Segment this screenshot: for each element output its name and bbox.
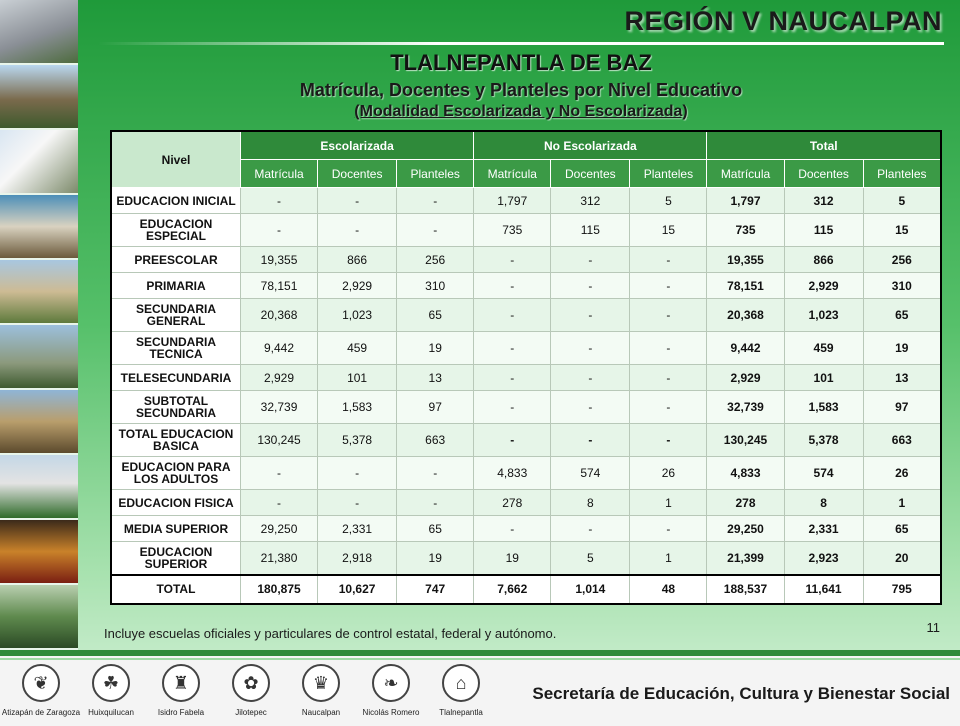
glyph-icon: ⌂ — [442, 664, 480, 702]
cell-value: - — [630, 516, 707, 542]
education-table — [110, 130, 942, 605]
cell-value: 9,442 — [241, 332, 318, 365]
cell-value: 130,245 — [241, 424, 318, 457]
cell-total: 188,537 — [707, 575, 784, 604]
table-row — [111, 247, 941, 273]
cell-value: - — [397, 490, 474, 516]
cell-value: 4,833 — [474, 457, 551, 490]
photo-bridge — [0, 65, 78, 130]
glyph-icon: ✿ — [232, 664, 270, 702]
footnote: Incluye escuelas oficiales y particulares de control estatal, federal y autónomo. — [104, 626, 557, 641]
cell-value: - — [474, 273, 551, 299]
cell-value: - — [474, 365, 551, 391]
row-label: SECUNDARIA TECNICA — [111, 332, 241, 365]
title-divider — [98, 42, 944, 45]
cell-value: - — [551, 365, 630, 391]
cell-total: 65 — [863, 299, 941, 332]
cell-value: - — [630, 365, 707, 391]
glyph-icon: ❧ — [372, 664, 410, 702]
cell-total: 5,378 — [784, 424, 863, 457]
glyph-isidro-fabela — [146, 664, 216, 717]
subheader-docentes: Docentes — [551, 160, 630, 188]
table-row — [111, 273, 941, 299]
cell-total: 735 — [707, 214, 784, 247]
subheader-matricula: Matrícula — [707, 160, 784, 188]
table-row — [111, 391, 941, 424]
table-row — [111, 457, 941, 490]
cell-value: - — [551, 299, 630, 332]
cell-total: 115 — [784, 214, 863, 247]
cell-value: 13 — [397, 365, 474, 391]
glyph-label: Atizapán de Zaragoza — [1, 708, 81, 717]
cell-value: 5 — [630, 188, 707, 214]
cell-total: 26 — [863, 457, 941, 490]
table-row — [111, 424, 941, 457]
cell-value: 2,929 — [318, 273, 397, 299]
photo-interior — [0, 520, 78, 585]
total-row — [111, 575, 941, 604]
cell-value: - — [397, 214, 474, 247]
glyph-label: Tlalnepantla — [439, 708, 483, 717]
cell-value: 1,583 — [318, 391, 397, 424]
cell-total: 13 — [863, 365, 941, 391]
cell-total: 459 — [784, 332, 863, 365]
cell-value: - — [630, 332, 707, 365]
cell-value: 1,023 — [318, 299, 397, 332]
cell-value: - — [397, 188, 474, 214]
row-label: SECUNDARIA GENERAL — [111, 299, 241, 332]
cell-total: 1,797 — [707, 188, 784, 214]
cell-total: 2,929 — [707, 365, 784, 391]
cell-value: 1 — [630, 542, 707, 575]
glyph-label: Naucalpan — [301, 708, 341, 717]
cell-value: - — [474, 332, 551, 365]
cell-value: - — [318, 490, 397, 516]
cell-total: 11,641 — [784, 575, 863, 604]
cell-value: 663 — [397, 424, 474, 457]
cell-value: - — [241, 490, 318, 516]
cell-value: - — [474, 516, 551, 542]
cell-total: 1,014 — [551, 575, 630, 604]
subheader-matricula: Matrícula — [474, 160, 551, 188]
cell-value: 256 — [397, 247, 474, 273]
cell-total: 310 — [863, 273, 941, 299]
cell-total: 747 — [397, 575, 474, 604]
cell-value: - — [630, 273, 707, 299]
row-label: EDUCACION INICIAL — [111, 188, 241, 214]
cell-total: 180,875 — [241, 575, 318, 604]
photo-building — [0, 0, 78, 65]
cell-value: - — [474, 424, 551, 457]
cell-total: 663 — [863, 424, 941, 457]
cell-total: 48 — [630, 575, 707, 604]
cell-total: 866 — [784, 247, 863, 273]
glyph-label: Nicolás Romero — [362, 708, 420, 717]
municipio-title: TLALNEPANTLA DE BAZ — [390, 50, 652, 75]
cell-value: 312 — [551, 188, 630, 214]
glyph-icon: ❦ — [22, 664, 60, 702]
row-label: TOTAL EDUCACION BASICA — [111, 424, 241, 457]
cell-total: 8 — [784, 490, 863, 516]
header-no-escolarizada: No Escolarizada — [474, 131, 707, 160]
cell-value: - — [318, 457, 397, 490]
photo-church — [0, 260, 78, 325]
glyph-atizapan — [1, 664, 81, 717]
glyph-tlalnepantla — [426, 664, 496, 717]
cell-value: - — [241, 457, 318, 490]
page-number: 11 — [926, 620, 940, 635]
row-label: EDUCACION PARA LOS ADULTOS — [111, 457, 241, 490]
cell-value: - — [318, 214, 397, 247]
row-label: TELESECUNDARIA — [111, 365, 241, 391]
cell-total: 5 — [863, 188, 941, 214]
photo-modern-building — [0, 130, 78, 195]
table-row — [111, 365, 941, 391]
photo-landscape — [0, 325, 78, 390]
cell-total: 795 — [863, 575, 941, 604]
cell-total: 97 — [863, 391, 941, 424]
cell-value: 2,929 — [241, 365, 318, 391]
cell-total: 101 — [784, 365, 863, 391]
cell-value: 101 — [318, 365, 397, 391]
cell-value: 20,368 — [241, 299, 318, 332]
cell-value: 78,151 — [241, 273, 318, 299]
cell-value: - — [474, 299, 551, 332]
cell-value: 1,797 — [474, 188, 551, 214]
subheader-planteles: Planteles — [630, 160, 707, 188]
row-label: PRIMARIA — [111, 273, 241, 299]
glyph-naucalpan — [286, 664, 356, 717]
subheader-matricula: Matrícula — [241, 160, 318, 188]
glyph-huixquilucan — [76, 664, 146, 717]
table-subtitle: Matrícula, Docentes y Planteles por Nivel Educativo — [299, 80, 743, 100]
secretaria-label: Secretaría de Educación, Cultura y Bienestar Social — [532, 684, 950, 703]
cell-value: 65 — [397, 299, 474, 332]
table-row — [111, 490, 941, 516]
cell-value: - — [241, 188, 318, 214]
cell-value: - — [630, 424, 707, 457]
cell-value: - — [241, 214, 318, 247]
glyph-label: Huixquilucan — [88, 708, 134, 717]
cell-total: 256 — [863, 247, 941, 273]
glyph-nicolas-romero — [356, 664, 426, 717]
table-row — [111, 332, 941, 365]
cell-value: 29,250 — [241, 516, 318, 542]
header-total: Total — [707, 131, 941, 160]
cell-total: 32,739 — [707, 391, 784, 424]
cell-total: 29,250 — [707, 516, 784, 542]
cell-value: - — [551, 424, 630, 457]
cell-value: 459 — [318, 332, 397, 365]
row-label: PREESCOLAR — [111, 247, 241, 273]
cell-total: 2,923 — [784, 542, 863, 575]
cell-value: - — [551, 332, 630, 365]
glyph-icon: ♜ — [162, 664, 200, 702]
cell-value: 2,331 — [318, 516, 397, 542]
table-row — [111, 214, 941, 247]
cell-value: 21,380 — [241, 542, 318, 575]
cell-value: 15 — [630, 214, 707, 247]
cell-value: - — [551, 273, 630, 299]
row-label-total: TOTAL — [111, 575, 241, 604]
cell-value: - — [551, 516, 630, 542]
cell-total: 278 — [707, 490, 784, 516]
row-label: EDUCACION FISICA — [111, 490, 241, 516]
row-label: SUBTOTAL SECUNDARIA — [111, 391, 241, 424]
region-title: REGIÓN V NAUCALPAN — [624, 6, 942, 36]
footer-divider — [0, 658, 960, 660]
cell-total: 1,023 — [784, 299, 863, 332]
header-escolarizada: Escolarizada — [241, 131, 474, 160]
row-label: EDUCACION ESPECIAL — [111, 214, 241, 247]
glyph-label: Isidro Fabela — [157, 708, 205, 717]
cell-value: 1 — [630, 490, 707, 516]
cell-value: 310 — [397, 273, 474, 299]
cell-value: 5,378 — [318, 424, 397, 457]
subheader-docentes: Docentes — [784, 160, 863, 188]
photo-plaza — [0, 195, 78, 260]
cell-total: 10,627 — [318, 575, 397, 604]
cell-value: - — [474, 391, 551, 424]
cell-value: 19 — [397, 542, 474, 575]
subheader-planteles: Planteles — [397, 160, 474, 188]
cell-total: 20 — [863, 542, 941, 575]
cell-value: 26 — [630, 457, 707, 490]
cell-value: - — [551, 247, 630, 273]
table-row — [111, 299, 941, 332]
cell-total: 130,245 — [707, 424, 784, 457]
cell-total: 9,442 — [707, 332, 784, 365]
cell-value: - — [630, 299, 707, 332]
cell-total: 15 — [863, 214, 941, 247]
table-row — [111, 542, 941, 575]
glyph-icon: ☘ — [92, 664, 130, 702]
row-label: MEDIA SUPERIOR — [111, 516, 241, 542]
cell-total: 1,583 — [784, 391, 863, 424]
row-label: EDUCACION SUPERIOR — [111, 542, 241, 575]
table-row — [111, 188, 941, 214]
cell-value: 5 — [551, 542, 630, 575]
cell-total: 19 — [863, 332, 941, 365]
subheader-planteles: Planteles — [863, 160, 941, 188]
cell-value: 65 — [397, 516, 474, 542]
cell-total: 7,662 — [474, 575, 551, 604]
photo-ruins — [0, 390, 78, 455]
cell-value: 115 — [551, 214, 630, 247]
glyph-jilotepec — [216, 664, 286, 717]
cell-value: 866 — [318, 247, 397, 273]
municipio-glyphs — [1, 664, 496, 717]
cell-value: 8 — [551, 490, 630, 516]
cell-total: 574 — [784, 457, 863, 490]
cell-value: - — [474, 247, 551, 273]
cell-value: 278 — [474, 490, 551, 516]
cell-total: 20,368 — [707, 299, 784, 332]
cell-total: 19,355 — [707, 247, 784, 273]
cell-value: 19 — [474, 542, 551, 575]
cell-total: 21,399 — [707, 542, 784, 575]
cell-value: - — [551, 391, 630, 424]
glyph-icon: ♛ — [302, 664, 340, 702]
cell-total: 2,929 — [784, 273, 863, 299]
cell-value: - — [630, 247, 707, 273]
cell-total: 78,151 — [707, 273, 784, 299]
cell-value: 574 — [551, 457, 630, 490]
header-nivel: Nivel — [111, 131, 241, 188]
cell-total: 2,331 — [784, 516, 863, 542]
photo-forest — [0, 585, 78, 650]
cell-total: 65 — [863, 516, 941, 542]
glyph-label: Jilotepec — [235, 708, 267, 717]
cell-value: - — [397, 457, 474, 490]
photo-strip — [0, 0, 78, 650]
cell-total: 312 — [784, 188, 863, 214]
cell-value: 19,355 — [241, 247, 318, 273]
cell-value: 2,918 — [318, 542, 397, 575]
cell-value: 97 — [397, 391, 474, 424]
cell-value: - — [630, 391, 707, 424]
cell-value: - — [318, 188, 397, 214]
modalidad-subtitle: (Modalidad Escolarizada y No Escolarizada) — [354, 103, 688, 120]
table-row — [111, 516, 941, 542]
photo-cathedral — [0, 455, 78, 520]
cell-value: 735 — [474, 214, 551, 247]
cell-value: 19 — [397, 332, 474, 365]
subheader-docentes: Docentes — [318, 160, 397, 188]
cell-total: 1 — [863, 490, 941, 516]
cell-value: 32,739 — [241, 391, 318, 424]
cell-total: 4,833 — [707, 457, 784, 490]
